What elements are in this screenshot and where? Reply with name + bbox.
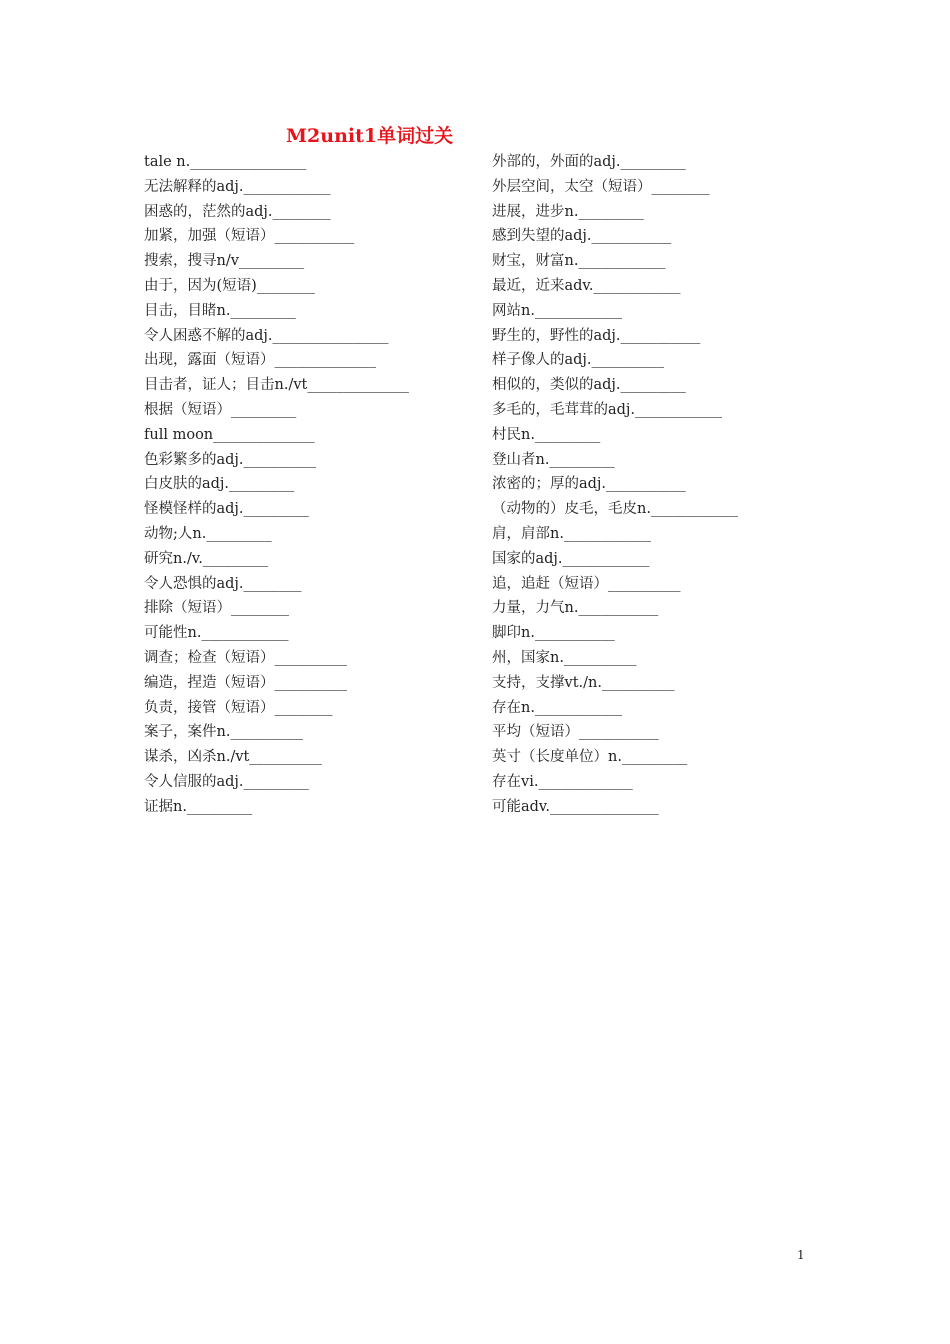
vocabulary-item: 负责，接管（短语）________ bbox=[144, 699, 333, 716]
vocabulary-item: 登山者n._________ bbox=[492, 451, 615, 468]
vocabulary-item: 州，国家n.__________ bbox=[492, 649, 637, 666]
vocabulary-list-left bbox=[144, 150, 409, 820]
vocabulary-item: 困惑的，茫然的adj.________ bbox=[144, 203, 331, 220]
vocabulary-item: 动物;人n._________ bbox=[144, 525, 272, 542]
page-number: 1 bbox=[797, 1248, 805, 1262]
vocabulary-item: 力量，力气n.___________ bbox=[492, 600, 659, 617]
vocabulary-item: 搜索，搜寻n/v_________ bbox=[144, 253, 305, 270]
vocabulary-item: 感到失望的adj.___________ bbox=[492, 228, 672, 245]
vocabulary-item: 追，追赶（短语）__________ bbox=[492, 575, 681, 592]
vocabulary-item: 肩，肩部n.____________ bbox=[492, 525, 651, 542]
vocabulary-item: 谋杀，凶杀n./vt__________ bbox=[144, 749, 322, 766]
vocabulary-item: 令人信服的adj._________ bbox=[144, 773, 309, 790]
vocabulary-item: 白皮肤的adj._________ bbox=[144, 476, 295, 493]
vocabulary-item: 村民n._________ bbox=[492, 426, 601, 443]
vocabulary-item: 国家的adj.____________ bbox=[492, 550, 650, 567]
vocabulary-item: 目击者，证人；目击n./vt______________ bbox=[144, 377, 409, 394]
vocabulary-item: 编造，捏造（短语）__________ bbox=[144, 674, 347, 691]
vocabulary-item: full moon______________ bbox=[144, 426, 315, 443]
vocabulary-item: 出现，露面（短语）______________ bbox=[144, 352, 376, 369]
vocabulary-item: 排除（短语）________ bbox=[144, 600, 289, 617]
vocabulary-item: 加紧，加强（短语）___________ bbox=[144, 228, 355, 245]
vocabulary-item: 案子，案件n.__________ bbox=[144, 724, 303, 741]
vocabulary-item: 最近，近来adv.____________ bbox=[492, 277, 681, 294]
vocabulary-item: 可能adv._______________ bbox=[492, 798, 659, 815]
vocabulary-list-right bbox=[492, 150, 738, 820]
vocabulary-item: 研究n./v._________ bbox=[144, 550, 269, 567]
vocabulary-item: 存在vi._____________ bbox=[492, 773, 633, 790]
vocabulary-item: 根据（短语）_________ bbox=[144, 401, 297, 418]
vocabulary-item: 野生的，野性的adj.___________ bbox=[492, 327, 701, 344]
vocabulary-item: 令人困惑不解的adj.________________ bbox=[144, 327, 389, 344]
vocabulary-item: 脚印n.___________ bbox=[492, 625, 615, 642]
vocabulary-item: 由于，因为(短语)________ bbox=[144, 277, 315, 294]
vocabulary-item: （动物的）皮毛，毛皮n.____________ bbox=[492, 501, 738, 518]
vocabulary-item: 相似的，类似的adj._________ bbox=[492, 377, 686, 394]
vocabulary-item: 无法解释的adj.____________ bbox=[144, 178, 331, 195]
document-title: M2unit1单词过关 bbox=[286, 125, 454, 147]
vocabulary-item: 色彩繁多的adj.__________ bbox=[144, 451, 317, 468]
vocabulary-item: 怪模怪样的adj._________ bbox=[144, 501, 309, 518]
vocabulary-item: 支持，支撑vt./n.__________ bbox=[492, 674, 675, 691]
vocabulary-item: 英寸（长度单位）n._________ bbox=[492, 749, 688, 766]
vocabulary-item: 存在n.____________ bbox=[492, 699, 622, 716]
vocabulary-item: tale n.________________ bbox=[144, 154, 307, 170]
vocabulary-item: 目击，目睹n._________ bbox=[144, 302, 296, 319]
vocabulary-item: 多毛的，毛茸茸的adj.____________ bbox=[492, 401, 723, 418]
vocabulary-item: 平均（短语）___________ bbox=[492, 724, 659, 741]
vocabulary-item: 网站n.____________ bbox=[492, 302, 622, 319]
vocabulary-item: 财宝，财富n.____________ bbox=[492, 253, 666, 270]
vocabulary-item: 外部的，外面的adj._________ bbox=[492, 154, 686, 170]
vocabulary-item: 令人恐惧的adj.________ bbox=[144, 575, 302, 592]
vocabulary-item: 进展，进步n._________ bbox=[492, 203, 644, 220]
vocabulary-item: 外层空间，太空（短语）________ bbox=[492, 178, 710, 195]
vocabulary-item: 证据n._________ bbox=[144, 798, 253, 815]
vocabulary-item: 可能性n.____________ bbox=[144, 625, 289, 642]
vocabulary-item: 调查；检查（短语）__________ bbox=[144, 649, 347, 666]
vocabulary-item: 浓密的；厚的adj.___________ bbox=[492, 476, 686, 493]
vocabulary-item: 样子像人的adj.__________ bbox=[492, 352, 665, 369]
